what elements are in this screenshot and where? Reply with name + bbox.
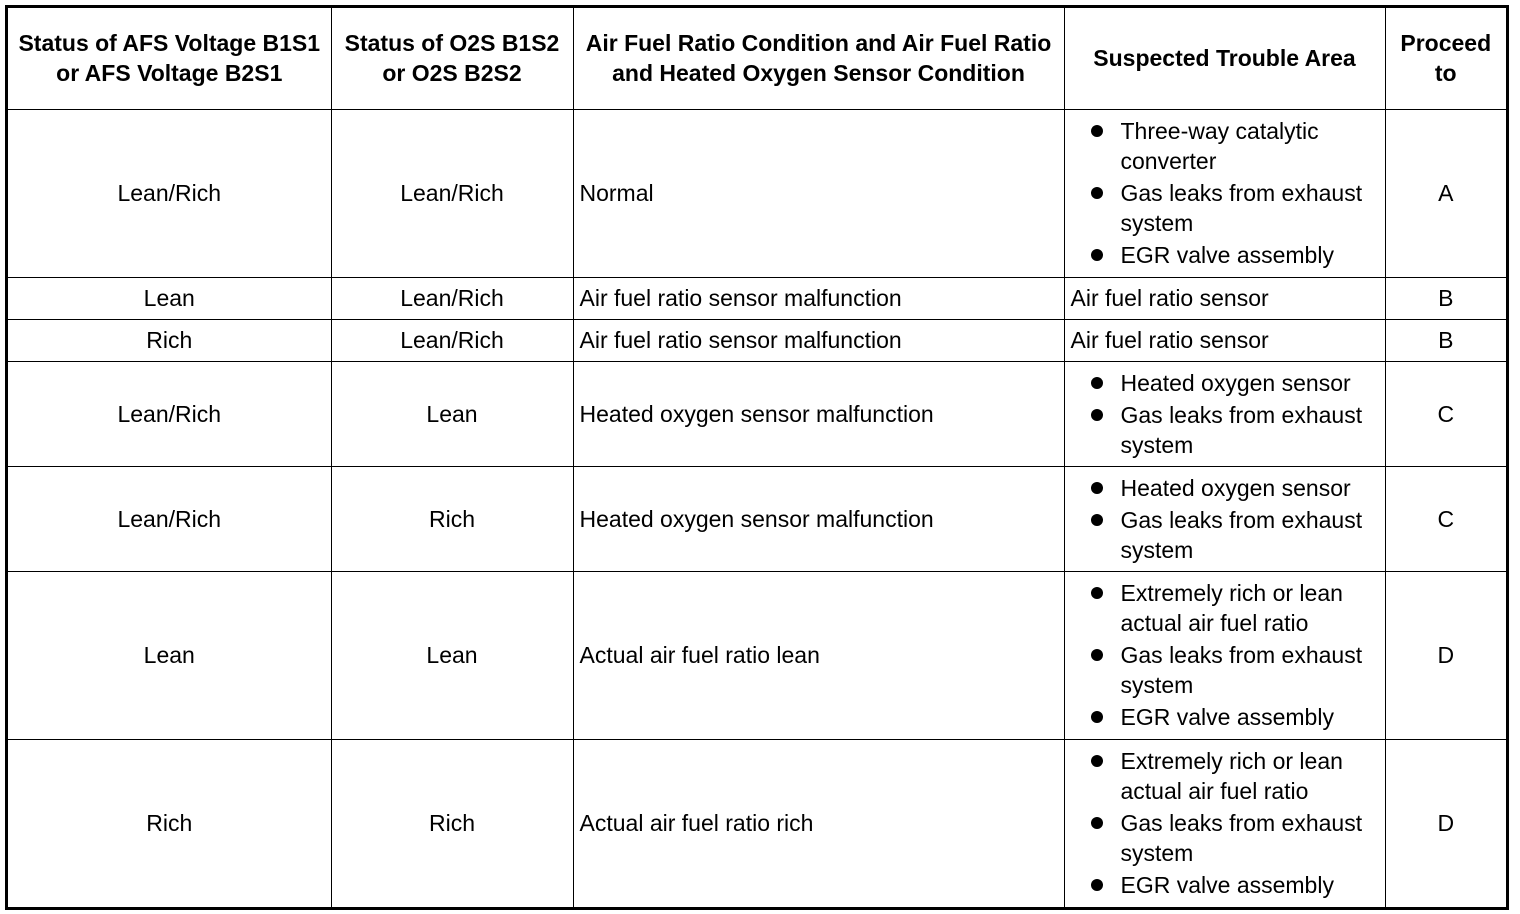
o2s-status-cell: Lean/Rich: [331, 319, 573, 361]
trouble-area-cell: Air fuel ratio sensor: [1064, 319, 1385, 361]
table-row: [8, 739, 1506, 907]
condition-cell: Actual air fuel ratio lean: [573, 571, 1064, 739]
trouble-area-cell: [1064, 739, 1385, 907]
list-item: Three-way catalytic converter: [1071, 116, 1379, 176]
trouble-area-list: [1071, 116, 1379, 270]
list-item: Gas leaks from exhaust system: [1071, 400, 1379, 460]
afs-status-cell: Rich: [8, 319, 331, 361]
table-row: [8, 277, 1506, 319]
o2s-status-cell: Rich: [331, 739, 573, 907]
diagnostic-table-frame: [5, 5, 1509, 910]
header-proceed-to: Proceed to: [1385, 8, 1506, 109]
list-item: Heated oxygen sensor: [1071, 368, 1379, 398]
afs-status-cell: Lean/Rich: [8, 466, 331, 571]
afs-status-cell: Lean: [8, 277, 331, 319]
o2s-status-cell: Lean: [331, 571, 573, 739]
condition-cell: Heated oxygen sensor malfunction: [573, 361, 1064, 466]
list-item: Gas leaks from exhaust system: [1071, 808, 1379, 868]
list-item: Gas leaks from exhaust system: [1071, 640, 1379, 700]
trouble-area-cell: [1064, 109, 1385, 277]
trouble-area-cell: [1064, 466, 1385, 571]
proceed-cell: C: [1385, 361, 1506, 466]
trouble-area-list: [1071, 368, 1379, 460]
afs-status-cell: Rich: [8, 739, 331, 907]
header-afs-status: Status of AFS Voltage B1S1 or AFS Voltage B2S1: [8, 8, 331, 109]
condition-cell: Normal: [573, 109, 1064, 277]
afs-status-cell: Lean/Rich: [8, 109, 331, 277]
afs-status-cell: Lean: [8, 571, 331, 739]
header-trouble-area: Suspected Trouble Area: [1064, 8, 1385, 109]
trouble-area-list: [1071, 746, 1379, 900]
trouble-area-list: [1071, 473, 1379, 565]
header-row: [8, 8, 1506, 109]
condition-cell: Air fuel ratio sensor malfunction: [573, 319, 1064, 361]
o2s-status-cell: Rich: [331, 466, 573, 571]
proceed-cell: D: [1385, 739, 1506, 907]
proceed-cell: B: [1385, 277, 1506, 319]
condition-cell: Heated oxygen sensor malfunction: [573, 466, 1064, 571]
proceed-cell: C: [1385, 466, 1506, 571]
proceed-cell: B: [1385, 319, 1506, 361]
proceed-cell: D: [1385, 571, 1506, 739]
o2s-status-cell: Lean: [331, 361, 573, 466]
trouble-area-cell: [1064, 361, 1385, 466]
table-row: [8, 361, 1506, 466]
header-o2s-status: Status of O2S B1S2 or O2S B2S2: [331, 8, 573, 109]
list-item: Gas leaks from exhaust system: [1071, 178, 1379, 238]
table-row: [8, 319, 1506, 361]
trouble-area-list: [1071, 578, 1379, 732]
proceed-cell: A: [1385, 109, 1506, 277]
list-item: Gas leaks from exhaust system: [1071, 505, 1379, 565]
trouble-area-cell: [1064, 571, 1385, 739]
list-item: EGR valve assembly: [1071, 702, 1379, 732]
trouble-area-cell: Air fuel ratio sensor: [1064, 277, 1385, 319]
table-row: [8, 109, 1506, 277]
o2s-status-cell: Lean/Rich: [331, 109, 573, 277]
diagnostic-table: [8, 8, 1506, 907]
header-condition: Air Fuel Ratio Condition and Air Fuel Ratio and Heated Oxygen Sensor Condition: [573, 8, 1064, 109]
list-item: Extremely rich or lean actual air fuel ratio: [1071, 578, 1379, 638]
condition-cell: Air fuel ratio sensor malfunction: [573, 277, 1064, 319]
table-row: [8, 571, 1506, 739]
table-row: [8, 466, 1506, 571]
afs-status-cell: Lean/Rich: [8, 361, 331, 466]
list-item: Heated oxygen sensor: [1071, 473, 1379, 503]
list-item: EGR valve assembly: [1071, 870, 1379, 900]
list-item: Extremely rich or lean actual air fuel ratio: [1071, 746, 1379, 806]
o2s-status-cell: Lean/Rich: [331, 277, 573, 319]
list-item: EGR valve assembly: [1071, 240, 1379, 270]
condition-cell: Actual air fuel ratio rich: [573, 739, 1064, 907]
